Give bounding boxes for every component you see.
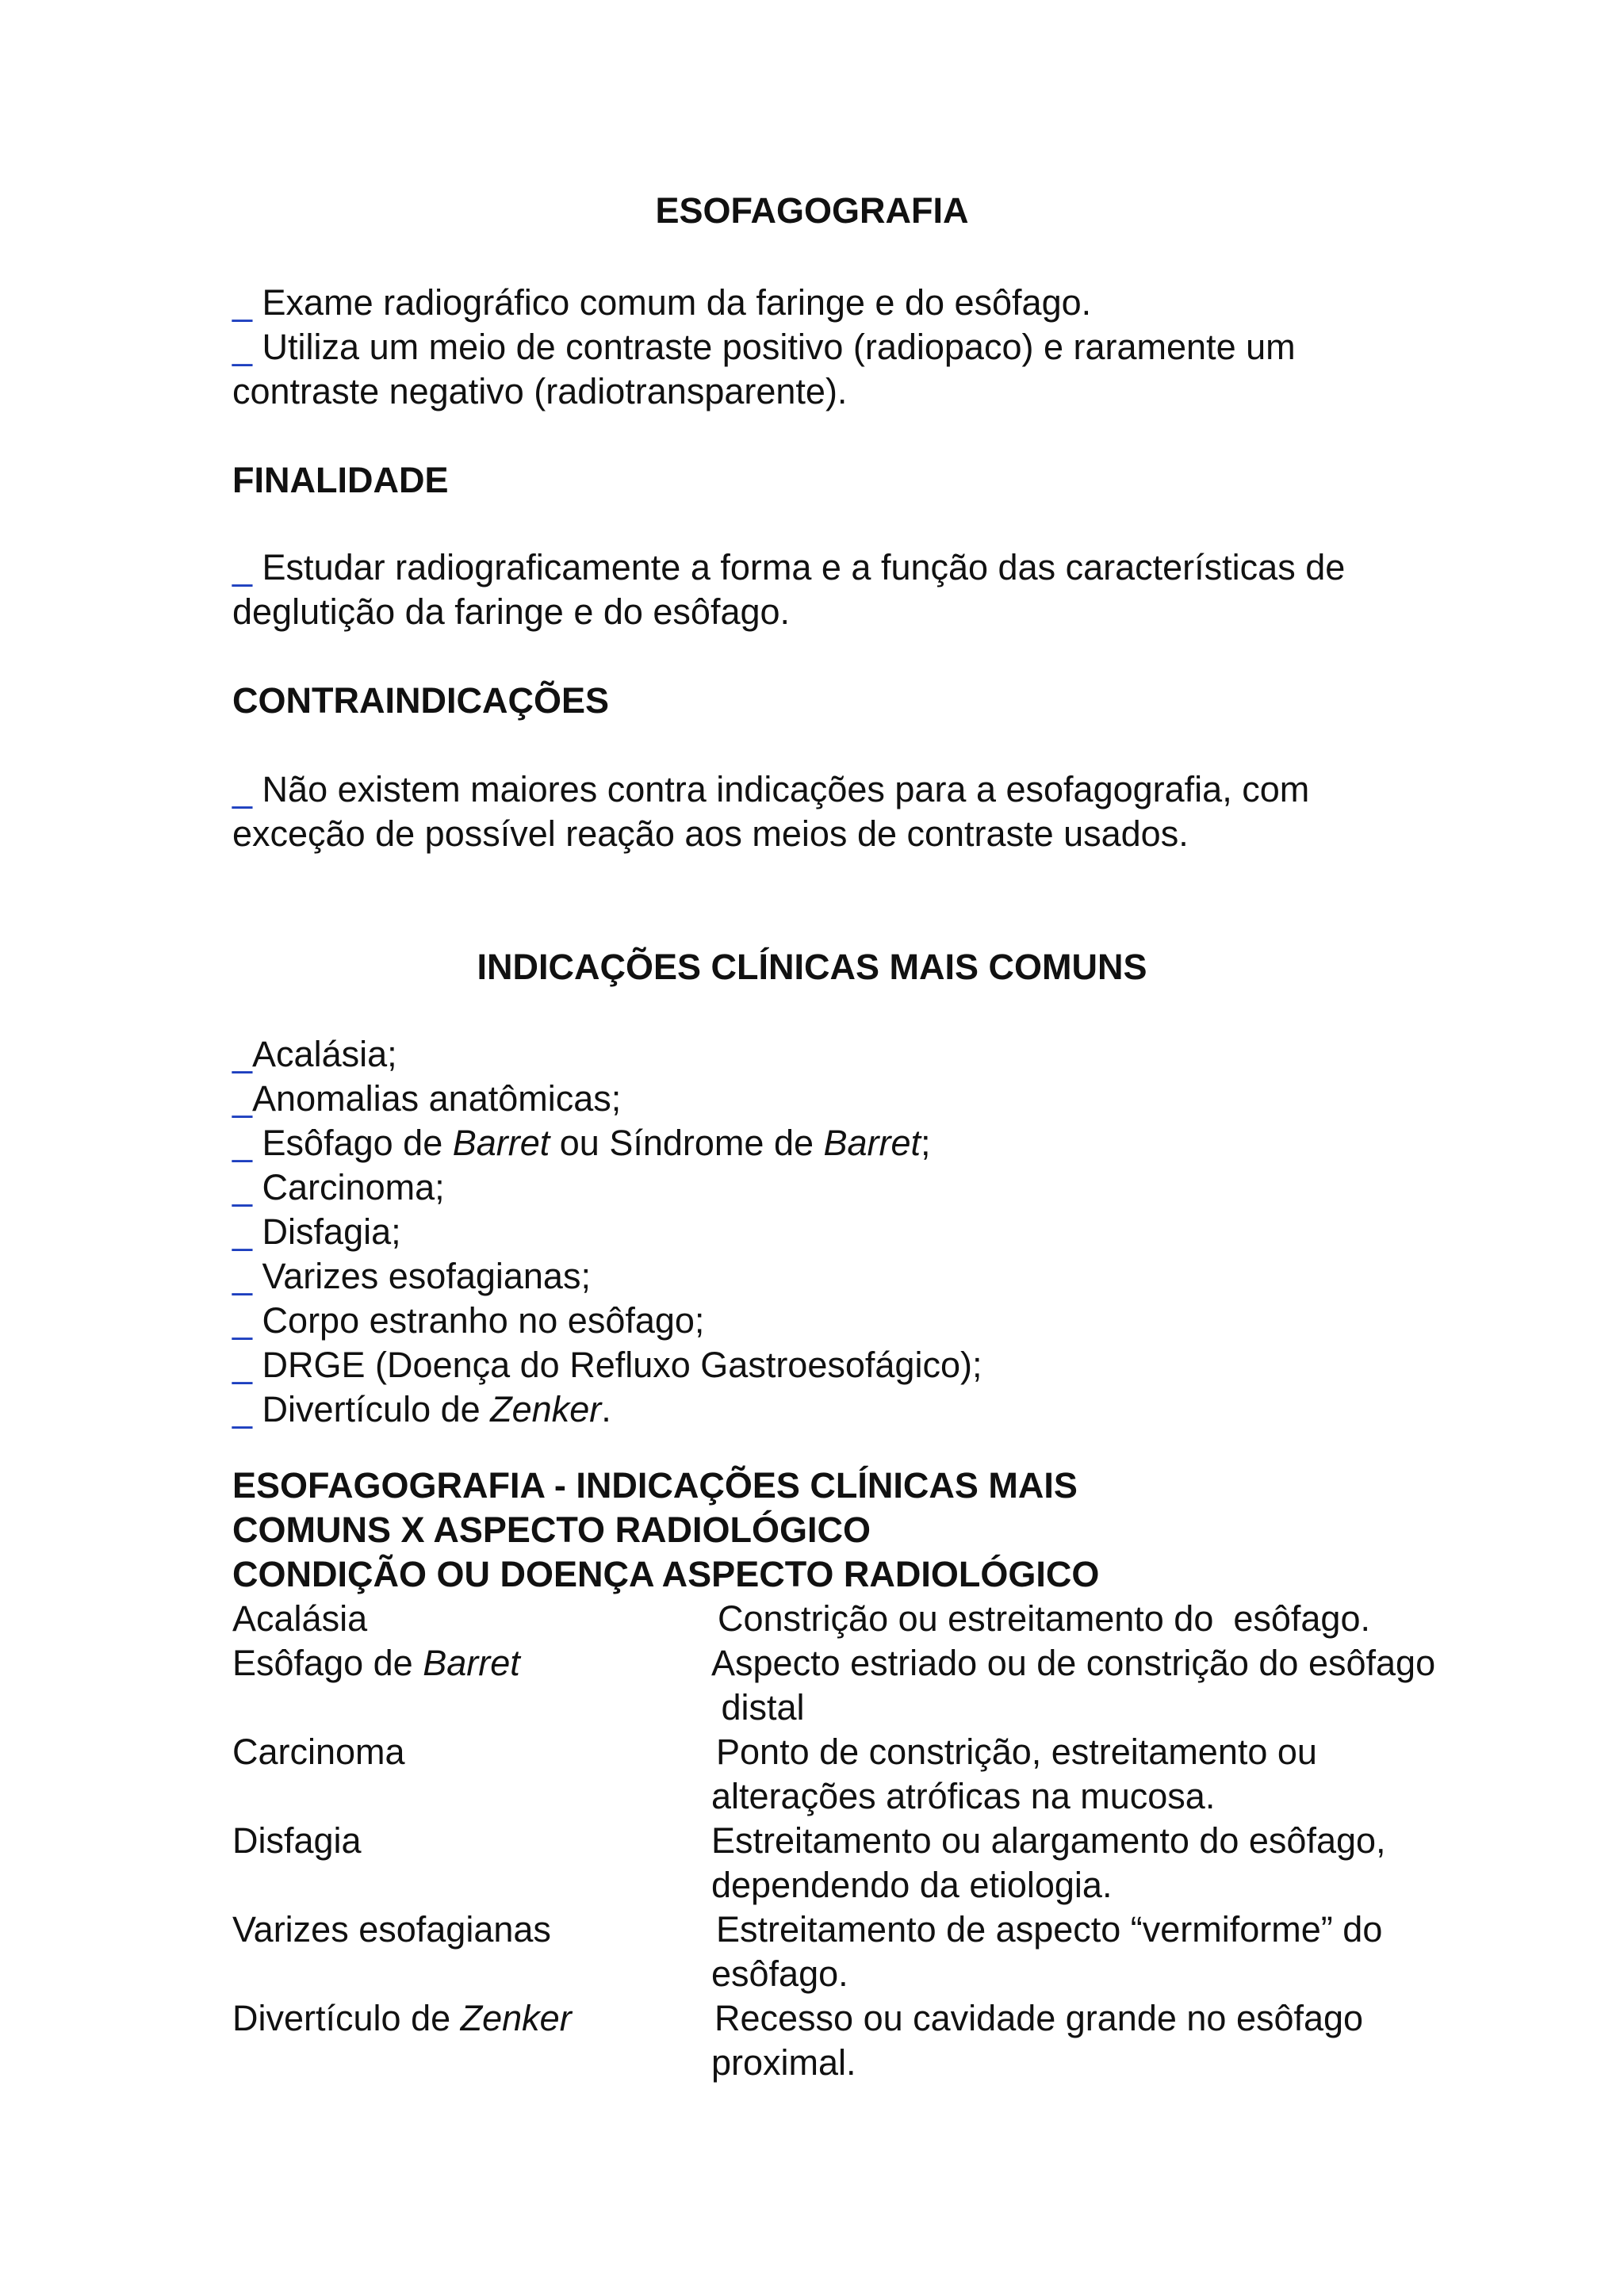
dash-marker: _ xyxy=(232,1300,253,1341)
table-cell-condition: Esôfago de Barret xyxy=(232,1643,520,1683)
table-heading-line-3: CONDIÇÃO OU DOENÇA ASPECTO RADIOLÓGICO xyxy=(232,1554,1100,1594)
intro-line-2: _ Utiliza um meio de contraste positivo (radiopaco) e raramente um xyxy=(232,327,1296,367)
list-item: _ Divertículo de Zenker. xyxy=(232,1389,611,1429)
contraindicacoes-line-1: _ Não existem maiores contra indicações para a esofagografia, com xyxy=(232,769,1310,809)
list-item: _Acalásia; xyxy=(232,1034,397,1074)
table-row xyxy=(232,1996,1580,2085)
dash-marker: _ xyxy=(232,1034,253,1074)
list-item: _Anomalias anatômicas; xyxy=(232,1078,622,1119)
table-cell-condition: Carcinoma xyxy=(232,1732,405,1772)
table-cell-condition: Divertículo de Zenker xyxy=(232,1998,572,2038)
finalidade-line-2: deglutição da faringe e do esôfago. xyxy=(232,591,791,632)
table-cell-condition: Acalásia xyxy=(232,1598,368,1639)
dash-marker: _ xyxy=(232,1256,253,1296)
finalidade-heading: FINALIDADE xyxy=(232,460,449,500)
dash-marker: _ xyxy=(232,1078,253,1119)
table-cell-aspect: Ponto de constrição, estreitamento ou alterações atróficas na mucosa. xyxy=(711,1732,1317,1816)
dash-marker: _ xyxy=(232,1123,253,1163)
table-cell-aspect: Constrição ou estreitamento do esôfago. xyxy=(718,1598,1370,1639)
list-item: _ Disfagia; xyxy=(232,1211,401,1252)
indicacoes-heading: INDICAÇÕES CLÍNICAS MAIS COMUNS xyxy=(477,947,1147,987)
conditions-table xyxy=(232,1597,1580,2085)
table-row xyxy=(232,1908,1580,1996)
contraindicacoes-heading: CONTRAINDICAÇÕES xyxy=(232,680,610,721)
list-item: _ Esôfago de Barret ou Síndrome de Barret; xyxy=(232,1123,931,1163)
intro-line-3: contraste negativo (radiotransparente). xyxy=(232,371,848,411)
table-row xyxy=(232,1819,1580,1908)
table-heading-line-1: ESOFAGOGRAFIA - INDICAÇÕES CLÍNICAS MAIS xyxy=(232,1465,1078,1506)
table-cell-aspect: Recesso ou cavidade grande no esôfago proximal. xyxy=(711,1998,1364,2083)
table-cell-aspect: Estreitamento ou alargamento do esôfago, dependendo da etiologia. xyxy=(711,1820,1386,1905)
dash-marker: _ xyxy=(232,1345,253,1385)
page-title: ESOFAGOGRAFIA xyxy=(655,190,969,231)
table-cell-condition: Disfagia xyxy=(232,1820,362,1861)
dash-marker: _ xyxy=(232,327,253,367)
list-item: _ Carcinoma; xyxy=(232,1167,445,1207)
table-row xyxy=(232,1597,1580,1641)
dash-marker: _ xyxy=(232,282,253,323)
finalidade-line-1: _ Estudar radiograficamente a forma e a função das características de xyxy=(232,547,1346,587)
table-cell-aspect: Estreitamento de aspecto “vermiforme” do esôfago. xyxy=(711,1909,1383,1994)
list-item: _ Varizes esofagianas; xyxy=(232,1256,591,1296)
table-row xyxy=(232,1730,1580,1819)
dash-marker: _ xyxy=(232,1167,253,1207)
table-heading-line-2: COMUNS X ASPECTO RADIOLÓGICO xyxy=(232,1510,871,1550)
table-row xyxy=(232,1641,1580,1730)
table-cell-condition: Varizes esofagianas xyxy=(232,1909,551,1950)
dash-marker: _ xyxy=(232,1211,253,1252)
dash-marker: _ xyxy=(232,547,253,587)
list-item: _ Corpo estranho no esôfago; xyxy=(232,1300,705,1341)
list-item: _ DRGE (Doença do Refluxo Gastroesofágico); xyxy=(232,1345,982,1385)
dash-marker: _ xyxy=(232,769,253,809)
table-cell-aspect: Aspecto estriado ou de constrição do esôfago distal xyxy=(711,1643,1436,1728)
intro-line-1: _ Exame radiográfico comum da faringe e do esôfago. xyxy=(232,282,1092,323)
contraindicacoes-line-2: exceção de possível reação aos meios de contraste usados. xyxy=(232,813,1189,854)
dash-marker: _ xyxy=(232,1389,253,1429)
